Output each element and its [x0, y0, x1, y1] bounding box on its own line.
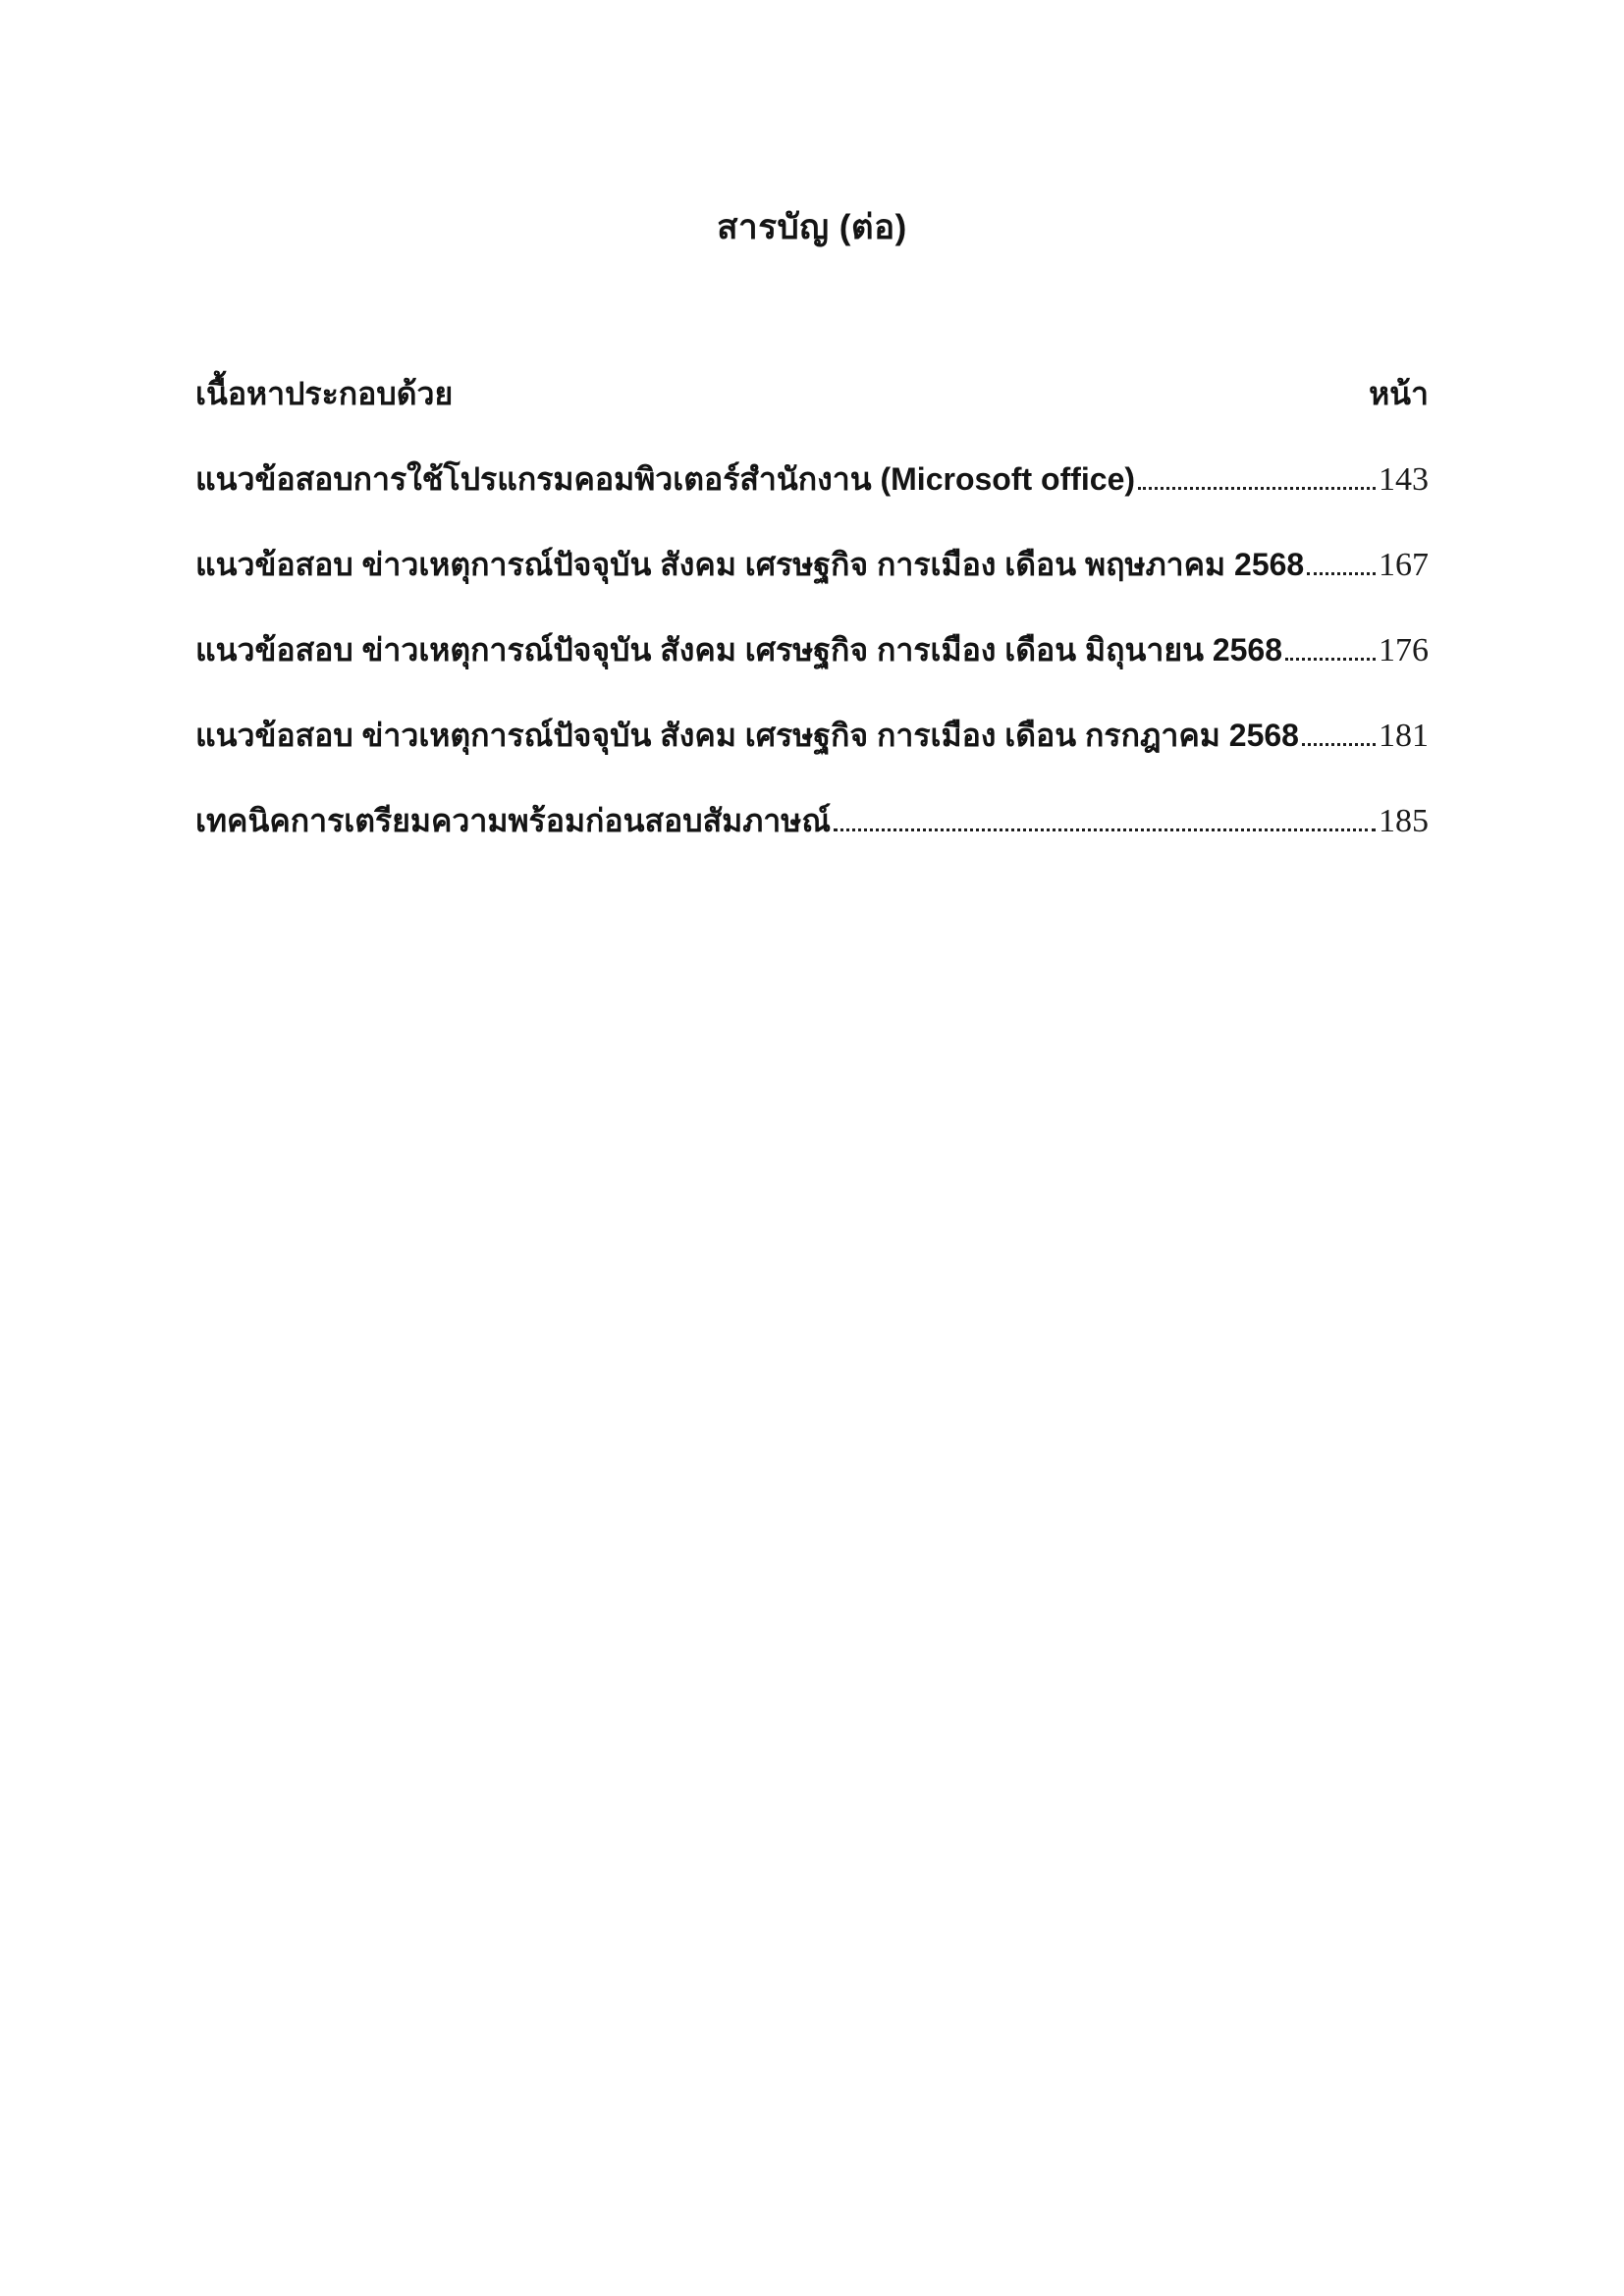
toc-page-number: 176	[1379, 632, 1429, 668]
toc-page-number: 167	[1379, 547, 1429, 583]
toc-leader-dots	[1138, 487, 1376, 490]
toc-row	[195, 625, 1429, 711]
toc-entry-label: แนวข้อสอบ ข่าวเหตุการณ์ปัจจุบัน สังคม เศรษฐกิจ การเมือง เดือน มิถุนายน 2568	[195, 632, 1283, 667]
toc-content	[195, 369, 1429, 881]
toc-entry-label: แนวข้อสอบ ข่าวเหตุการณ์ปัจจุบัน สังคม เศรษฐกิจ การเมือง เดือน พฤษภาคม 2568	[195, 547, 1305, 582]
toc-page-number: 143	[1379, 461, 1429, 498]
toc-leader-dots	[834, 828, 1376, 831]
toc-leader-dots	[1307, 572, 1376, 575]
toc-header-content-label: เนื้อหาประกอบด้วย	[195, 376, 454, 411]
toc-entry-label: แนวข้อสอบการใช้โปรแกรมคอมพิวเตอร์สำนักงาน (Microsoft office)	[195, 461, 1136, 497]
toc-leader-dots	[1285, 658, 1376, 661]
toc-row	[195, 711, 1429, 796]
document-title: สารบัญ (ต่อ)	[717, 208, 907, 246]
toc-entry-label: เทคนิคการเตรียมความพร้อมก่อนสอบสัมภาษณ์	[195, 803, 832, 838]
toc-page-number: 185	[1379, 803, 1429, 839]
toc-page-number: 181	[1379, 718, 1429, 754]
toc-row	[195, 454, 1429, 540]
toc-entry-label: แนวข้อสอบ ข่าวเหตุการณ์ปัจจุบัน สังคม เศรษฐกิจ การเมือง เดือน กรกฎาคม 2568	[195, 718, 1299, 753]
toc-row	[195, 540, 1429, 625]
toc-header-row	[195, 369, 1429, 454]
toc-header-page-label: หน้า	[1369, 376, 1429, 411]
toc-leader-dots	[1302, 743, 1376, 746]
toc-row	[195, 796, 1429, 881]
